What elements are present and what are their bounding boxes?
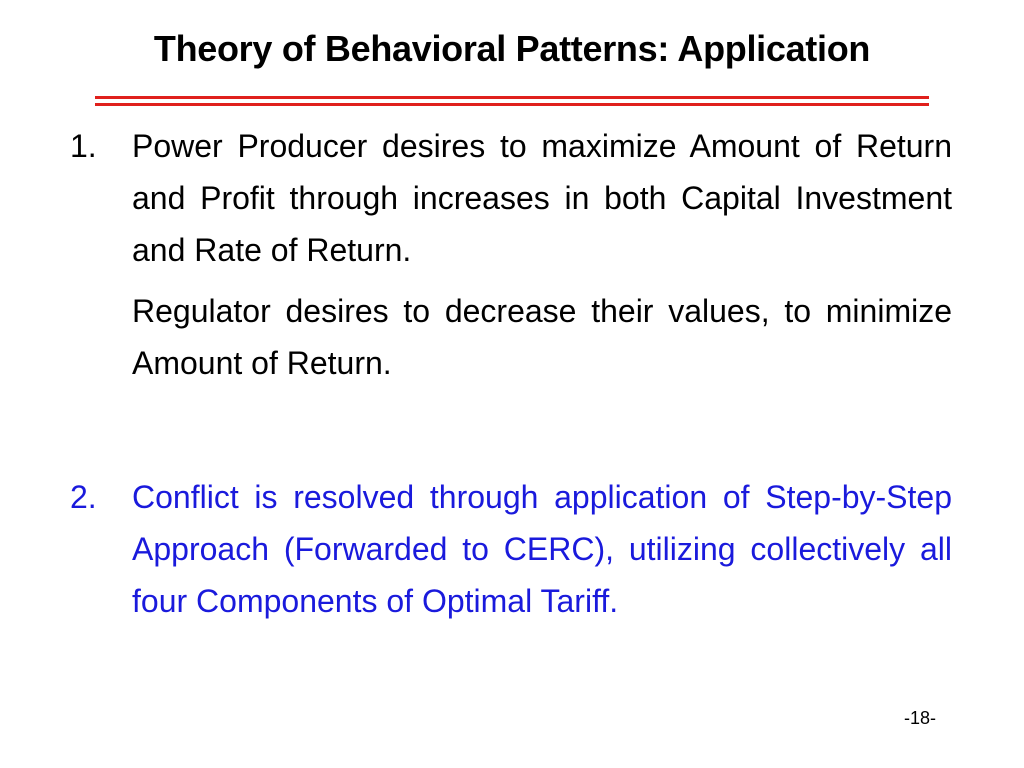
list-item-paragraph: Conflict is resolved through application of Step-by-Step Approach (Forwarded to CERC), utilizing collectively all four Components of Optimal Tariff. (132, 479, 952, 619)
numbered-list (70, 120, 952, 627)
list-item-number: 1. (70, 128, 97, 164)
list-item-number: 2. (70, 479, 97, 515)
list-item-1 (70, 120, 952, 389)
slide-title: Theory of Behavioral Patterns: Application (153, 28, 871, 69)
title-underline-bottom (95, 103, 929, 106)
list-item-paragraph: Power Producer desires to maximize Amount of Return and Profit through increases in both Capital Investment and Rate of Return. (132, 128, 952, 268)
page-number: -18- (903, 708, 936, 728)
title-underline-top (95, 96, 929, 99)
list-item-paragraph: Regulator desires to decrease their values, to minimize Amount of Return. (132, 293, 952, 381)
list-item-2 (70, 471, 952, 627)
